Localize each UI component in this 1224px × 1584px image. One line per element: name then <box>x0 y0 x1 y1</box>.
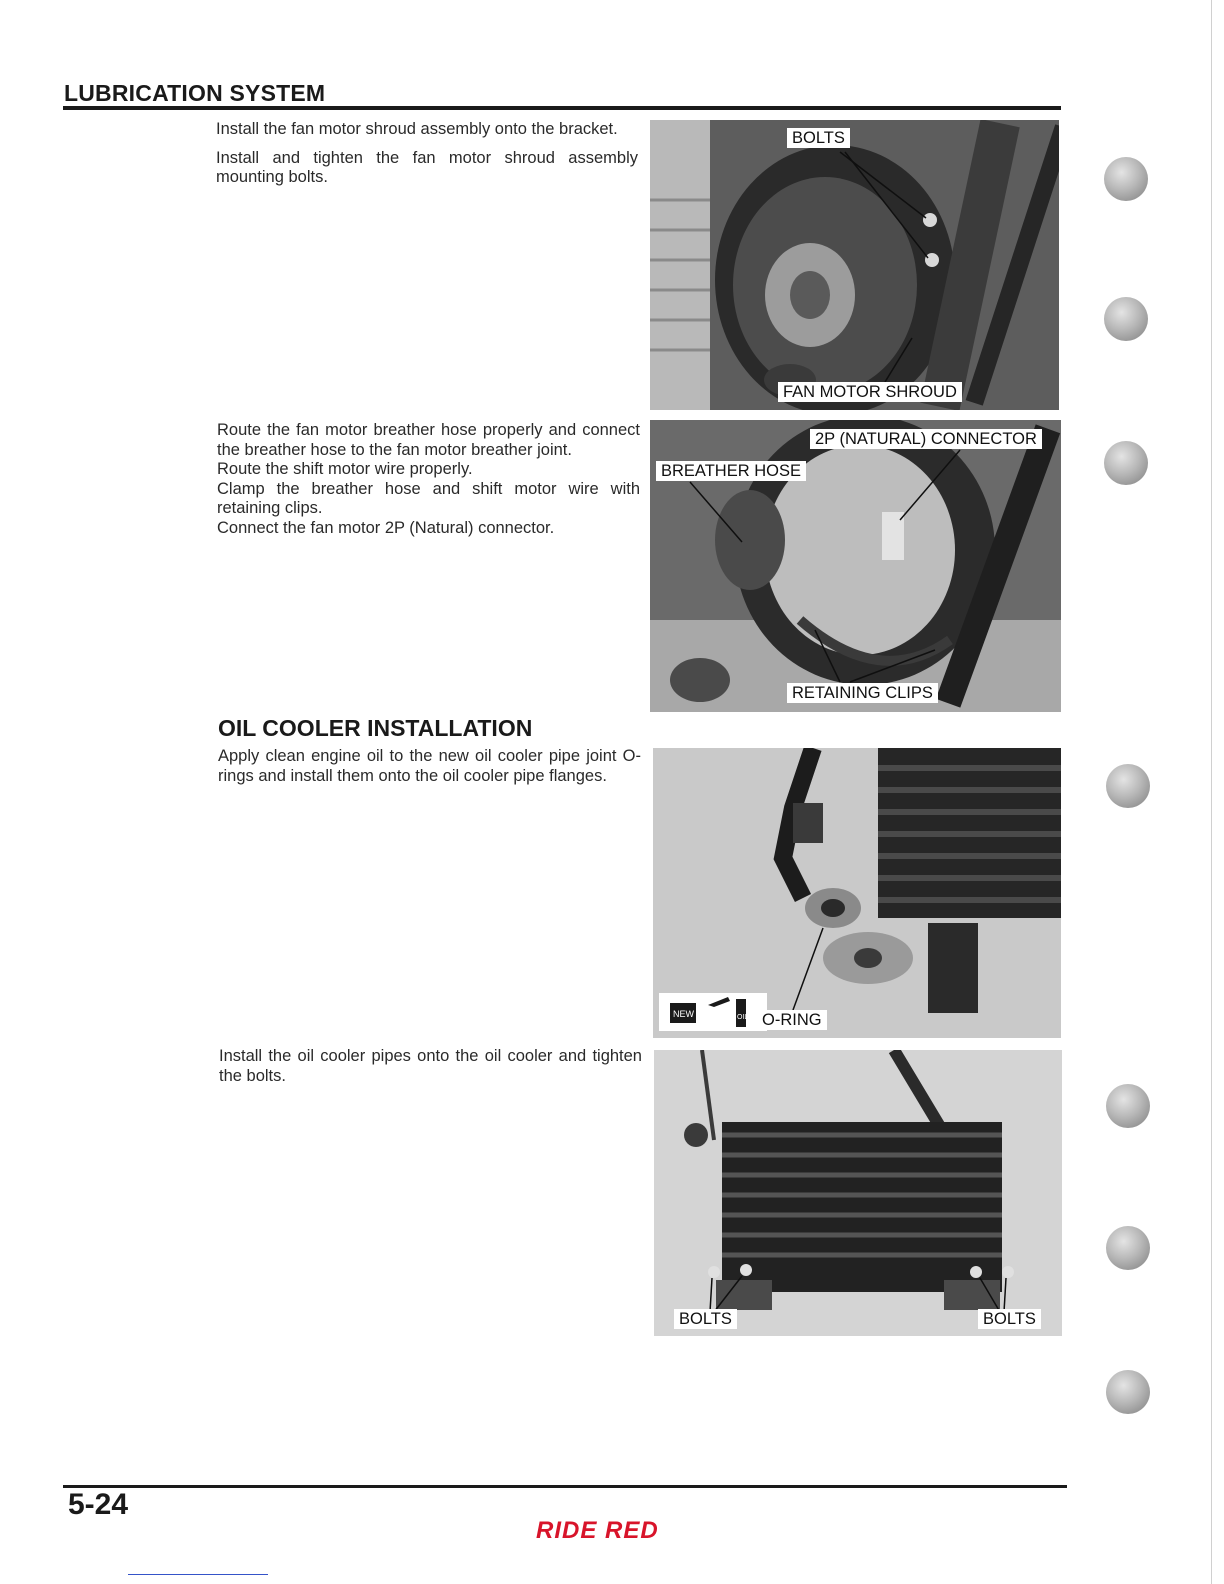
binder-hole <box>1106 764 1150 808</box>
oil-cooler-bolts-photo <box>654 1050 1062 1336</box>
section-title: LUBRICATION SYSTEM <box>64 80 326 106</box>
scan-edge-mark <box>128 1574 268 1575</box>
o-ring-label: O-RING <box>757 1010 827 1030</box>
shroud-step-2: Install and tighten the fan motor shroud assembly mounting bolts. <box>216 148 638 186</box>
breather-hose-photo <box>650 420 1061 712</box>
breather-step-1: Route the fan motor breather hose properly and connect the breather hose to the fan motor breather joint. <box>217 421 640 459</box>
breather-hose-label: BREATHER HOSE <box>656 461 806 481</box>
breather-step-2: Route the shift motor wire properly. <box>217 460 473 478</box>
oil-cooler-oring-photo <box>653 748 1061 1038</box>
oil-cooler-pipe-instructions <box>219 1047 642 1086</box>
fan-motor-shroud-photo <box>650 120 1059 410</box>
breather-step-3: Clamp the breather hose and shift motor wire with retaining clips. <box>217 479 640 517</box>
oil-cooler-bolts-illustration <box>654 1050 1062 1336</box>
oil-icon-text: OIL <box>737 1014 749 1021</box>
bolts-left-label: BOLTS <box>674 1309 737 1329</box>
bolts-label: BOLTS <box>787 128 850 148</box>
oil-can-spout <box>708 997 730 1007</box>
oil-can-icon <box>736 999 749 1027</box>
binder-hole <box>1106 1226 1150 1270</box>
oil-cooler-instructions <box>218 747 641 786</box>
binder-hole <box>1104 157 1148 201</box>
binder-hole <box>1104 297 1148 341</box>
new-icon-text: NEW <box>673 1009 694 1019</box>
footer-rule <box>63 1485 1067 1488</box>
footer-brand: RIDE RED <box>536 1517 659 1544</box>
page-edge <box>1211 0 1212 1584</box>
fan-motor-shroud-label: FAN MOTOR SHROUD <box>778 382 962 402</box>
binder-hole <box>1106 1370 1150 1414</box>
header-rule <box>63 106 1061 110</box>
binder-hole <box>1106 1084 1150 1128</box>
retaining-clips-label: RETAINING CLIPS <box>787 683 938 703</box>
new-part-icon <box>664 993 762 1031</box>
shroud-instructions <box>216 120 638 188</box>
lubrication-symbols <box>659 993 767 1031</box>
connector-label: 2P (NATURAL) CONNECTOR <box>810 429 1042 449</box>
binder-hole <box>1104 441 1148 485</box>
oil-cooler-step-1: Apply clean engine oil to the new oil cooler pipe joint O-rings and install them onto the oil cooler pipe flanges. <box>218 747 641 785</box>
fan-motor-shroud-illustration <box>650 120 1059 410</box>
page-number: 5-24 <box>68 1488 129 1521</box>
oil-cooler-heading: OIL COOLER INSTALLATION <box>218 715 533 741</box>
shroud-step-1: Install the fan motor shroud assembly onto the bracket. <box>216 120 618 138</box>
breather-step-4: Connect the fan motor 2P (Natural) connector. <box>217 518 555 537</box>
oil-cooler-step-2: Install the oil cooler pipes onto the oil cooler and tighten the bolts. <box>219 1047 642 1085</box>
breather-instructions <box>217 421 640 538</box>
bolts-right-label: BOLTS <box>978 1309 1041 1329</box>
